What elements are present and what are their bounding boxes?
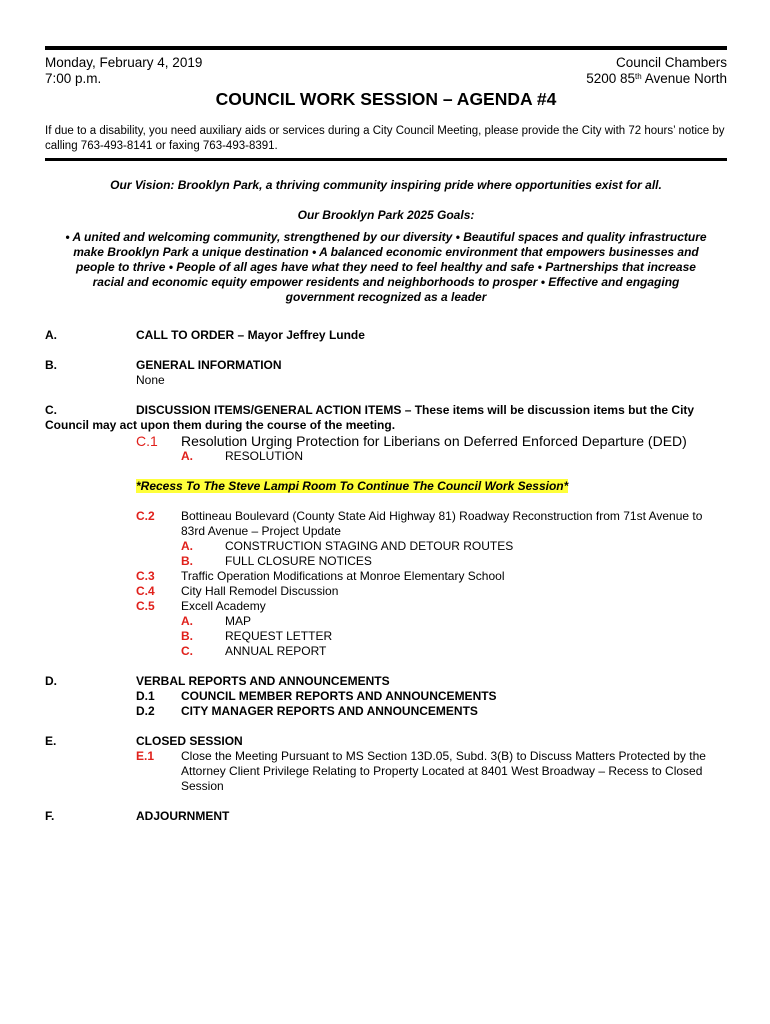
sub-item — [45, 449, 727, 464]
section-title: DISCUSSION ITEMS/GENERAL ACTION ITEMS – These items will be discussion items but the City Council may act upon them during the course of the meeting. — [45, 403, 695, 432]
item-code-link[interactable]: E.1 — [136, 749, 155, 763]
section-title: VERBAL REPORTS AND ANNOUNCEMENTS — [136, 674, 390, 688]
sub-item-link[interactable]: A. — [181, 539, 193, 553]
section-a — [45, 328, 727, 343]
item-code-link[interactable]: C.2 — [136, 509, 155, 523]
header-right — [586, 55, 727, 87]
section-f — [45, 809, 727, 824]
section-title: ADJOURNMENT — [136, 809, 230, 823]
item-code-link[interactable]: C.5 — [136, 599, 155, 613]
item-c4 — [45, 584, 727, 599]
top-rule — [45, 46, 727, 50]
address-number: 5200 85 — [586, 71, 636, 86]
goals-text: • A united and welcoming community, strengthened by our diversity • Beautiful spaces and quality infrastructure make Brooklyn Park a unique destination • A balanced economic environment that empowers businesses and people to thrive • People of all ages have what they need to feel healthy and safe • Partnerships that increase racial and economic equity empower residents and neighborhoods to prosper • Effective and engaging government recognized as a leader — [65, 230, 707, 304]
meeting-address — [586, 71, 727, 87]
item-text: Resolution Urging Protection for Liberians on Deferred Enforced Departure (DED) — [181, 433, 687, 449]
item-e1 — [45, 749, 727, 794]
sub-item-link[interactable]: B. — [181, 629, 193, 643]
address-street: Avenue North — [641, 71, 727, 86]
section-e — [45, 734, 727, 749]
section-title: GENERAL INFORMATION — [136, 358, 282, 372]
accessibility-notice: If due to a disability, you need auxiliary aids or services during a City Council Meeting, please provide the City with 72 hours’ notice by calling 763-493-8141 or faxing 763-493-8391. — [45, 125, 725, 152]
meeting-location: Council Chambers — [615, 55, 727, 70]
section-letter: B. — [45, 358, 57, 372]
sub-item — [45, 629, 727, 644]
item-text: COUNCIL MEMBER REPORTS AND ANNOUNCEMENTS — [181, 689, 497, 703]
section-letter: F. — [45, 809, 55, 823]
section-letter: E. — [45, 734, 57, 748]
item-c1 — [45, 433, 727, 449]
section-d — [45, 674, 727, 689]
section-subtext: None — [136, 373, 165, 387]
section-title: CLOSED SESSION — [136, 734, 243, 748]
item-code: D.2 — [136, 704, 155, 718]
sub-item — [45, 554, 727, 569]
agenda-page — [45, 46, 727, 824]
section-letter: C. — [45, 403, 57, 417]
sub-item-text: REQUEST LETTER — [225, 629, 333, 643]
item-c3 — [45, 569, 727, 584]
recess-highlight: *Recess To The Steve Lampi Room To Continue The Council Work Session* — [136, 479, 569, 493]
header-left — [45, 55, 202, 87]
sub-item-text: ANNUAL REPORT — [225, 644, 327, 658]
sub-item-link[interactable]: B. — [181, 554, 193, 568]
sub-item-link[interactable]: C. — [181, 644, 193, 658]
section-letter: D. — [45, 674, 57, 688]
sub-item-text: CONSTRUCTION STAGING AND DETOUR ROUTES — [225, 539, 514, 553]
page-title: COUNCIL WORK SESSION – AGENDA #4 — [215, 89, 557, 109]
meeting-date: Monday, February 4, 2019 — [45, 55, 203, 70]
item-text: City Hall Remodel Discussion — [181, 584, 339, 598]
sub-item-text: FULL CLOSURE NOTICES — [225, 554, 372, 568]
recess-note — [136, 479, 727, 494]
header — [45, 55, 727, 87]
sub-item-text: MAP — [225, 614, 252, 628]
item-d2 — [45, 704, 727, 719]
item-text: Close the Meeting Pursuant to MS Section 13D.05, Subd. 3(B) to Discuss Matters Protected by the Attorney Client Privilege Relating to Property Located at 8401 West Broadway – Recess to Closed Session — [181, 749, 706, 793]
sub-item — [45, 539, 727, 554]
vision-statement: Our Vision: Brooklyn Park, a thriving community inspiring pride where opportunities exist for all. — [110, 178, 662, 192]
item-text: Traffic Operation Modifications at Monroe Elementary School — [181, 569, 505, 583]
meeting-time: 7:00 p.m. — [45, 71, 102, 86]
item-d1 — [45, 689, 727, 704]
sub-item — [45, 614, 727, 629]
item-code: D.1 — [136, 689, 155, 703]
section-letter: A. — [45, 328, 57, 342]
item-code-link[interactable]: C.4 — [136, 584, 155, 598]
section-b — [45, 358, 727, 388]
sub-item-text: RESOLUTION — [225, 449, 304, 463]
item-text: CITY MANAGER REPORTS AND ANNOUNCEMENTS — [181, 704, 478, 718]
sub-item-link[interactable]: A. — [181, 449, 193, 463]
item-code-link[interactable]: C.1 — [136, 433, 158, 449]
sub-item — [45, 644, 727, 659]
item-c5 — [45, 599, 727, 614]
item-c2 — [45, 509, 727, 539]
item-text: Bottineau Boulevard (County State Aid Highway 81) Roadway Reconstruction from 71st Avenue to 83rd Avenue – Project Update — [181, 509, 703, 538]
goals-heading: Our Brooklyn Park 2025 Goals: — [297, 208, 475, 222]
sub-item-link[interactable]: A. — [181, 614, 193, 628]
item-code-link[interactable]: C.3 — [136, 569, 155, 583]
address-suffix: th — [635, 72, 642, 81]
notice-rule — [45, 158, 727, 161]
section-title: CALL TO ORDER – Mayor Jeffrey Lunde — [136, 328, 365, 342]
item-text: Excell Academy — [181, 599, 266, 613]
section-c — [45, 403, 727, 433]
